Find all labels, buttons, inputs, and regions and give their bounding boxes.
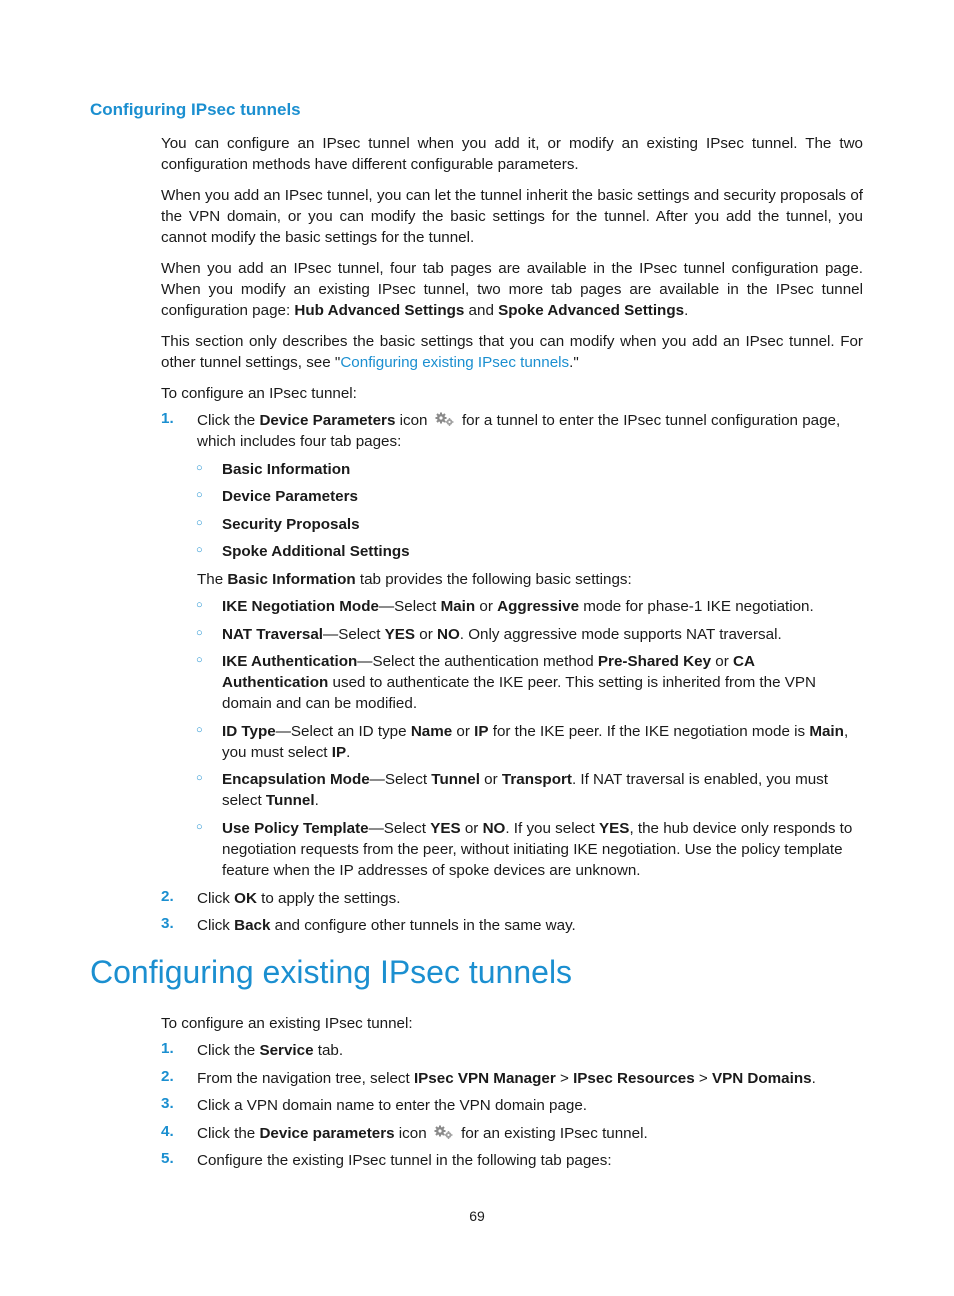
b: YES — [384, 626, 416, 643]
b: NO — [482, 820, 506, 837]
intro-paragraph-5: To configure an IPsec tunnel: — [161, 385, 357, 402]
b: Service — [259, 1042, 314, 1059]
b: Tunnel — [265, 792, 315, 809]
t: , the hub device only responds to negotiation requests from the peer, without initiating IKE negotiation. Use the policy template feature when the IP addresses of spoke devices are unknown. — [222, 820, 853, 879]
b: Back — [234, 917, 271, 934]
step-number: 2. — [161, 888, 174, 905]
step-number: 3. — [161, 915, 174, 932]
t: and configure other tunnels in the same way. — [270, 917, 576, 934]
existing-intro: To configure an existing IPsec tunnel: — [161, 1015, 413, 1032]
tab-security-proposals: Security Proposals — [222, 516, 360, 533]
b: YES — [599, 820, 630, 837]
bullet: ○ — [196, 489, 203, 501]
basic-info-intro — [197, 569, 863, 590]
b: IP — [474, 723, 489, 740]
t: or — [479, 771, 502, 788]
gear-icon — [434, 411, 456, 425]
existing-step-2 — [197, 1068, 863, 1089]
p3-end: . — [684, 302, 689, 319]
b: Transport — [501, 771, 572, 788]
step-3-text — [197, 915, 863, 936]
b: IPsec Resources — [573, 1070, 695, 1087]
b: Aggressive — [497, 598, 580, 615]
b: NO — [437, 626, 460, 643]
tab-spoke-additional-settings: Spoke Additional Settings — [222, 543, 410, 560]
b: Encapsulation Mode — [222, 771, 370, 788]
setting-ike-mode — [222, 596, 863, 617]
basic-b: Basic Information — [227, 571, 356, 588]
p4-text: This section only describes the basic settings that you can modify when you add an IPsec tunnel. For other tunnel settings, see " — [161, 333, 863, 371]
t: —Select — [378, 598, 441, 615]
t: . Only aggressive mode supports NAT traversal. — [459, 626, 782, 643]
t: for the IKE peer. If the IKE negotiation mode is — [488, 723, 810, 740]
step-number: 1. — [161, 1040, 174, 1057]
step-number: 4. — [161, 1123, 174, 1140]
t: tab. — [313, 1042, 344, 1059]
t: . If NAT traversal is enabled, you must select — [222, 771, 828, 809]
t: to apply the settings. — [256, 890, 401, 907]
t: or — [452, 723, 475, 740]
existing-step-5: Configure the existing IPsec tunnel in the following tab pages: — [197, 1152, 612, 1169]
bullet: ○ — [196, 821, 203, 833]
bullet: ○ — [196, 517, 203, 529]
b: CA Authentication — [222, 653, 755, 691]
t: . — [811, 1070, 816, 1087]
p4-end: ." — [569, 354, 579, 371]
bullet: ○ — [196, 627, 203, 639]
setting-nat — [222, 624, 863, 645]
p3-text: When you add an IPsec tunnel, four tab pages are available in the IPsec tunnel configuration page. When you modify an existing IPsec tunnel, two more tab pages are available in the IPsec tunnel configuration page: — [161, 260, 863, 319]
bullet: ○ — [196, 724, 203, 736]
bullet: ○ — [196, 772, 203, 784]
step-number: 2. — [161, 1068, 174, 1085]
tab-device-parameters: Device Parameters — [222, 488, 358, 505]
intro-paragraph-1: You can configure an IPsec tunnel when you add it, or modify an existing IPsec tunnel. The two configuration methods have different configurable parameters. — [161, 135, 863, 173]
t: or — [475, 598, 498, 615]
t: —Select — [368, 820, 431, 837]
b: Main — [809, 723, 844, 740]
step-number: 3. — [161, 1095, 174, 1112]
b: IP — [331, 744, 347, 761]
setting-id-type — [222, 721, 863, 763]
p3-bold-1: Hub Advanced Settings — [294, 302, 465, 319]
t: —Select — [323, 626, 385, 643]
tab-item — [222, 459, 863, 480]
b: Pre-Shared Key — [597, 653, 712, 670]
t: . If you select — [505, 820, 600, 837]
existing-step-4 — [197, 1123, 863, 1144]
tab-item — [222, 486, 863, 507]
t: used to authenticate the IKE peer. This setting is inherited from the VPN domain and can be modified. — [222, 674, 816, 712]
bullet: ○ — [196, 544, 203, 556]
setting-ike-auth — [222, 651, 863, 714]
intro-paragraph-3 — [161, 258, 863, 321]
s1-b: Device Parameters — [259, 412, 396, 429]
b: YES — [430, 820, 461, 837]
tab-basic-information: Basic Information — [222, 461, 351, 478]
step-2-text — [197, 888, 863, 909]
s1-c: icon — [395, 412, 432, 429]
intro-paragraph-2: When you add an IPsec tunnel, you can let the tunnel inherit the basic settings and security proposals of the VPN domain, or you can modify the basic settings for the tunnel. After you add the tunnel, you cannot modify the basic settings for the tunnel. — [161, 187, 863, 246]
page-number: 69 — [469, 1208, 485, 1224]
b: VPN Domains — [711, 1070, 812, 1087]
existing-step-3: Click a VPN domain name to enter the VPN domain page. — [197, 1097, 588, 1114]
t: —Select an ID type — [275, 723, 411, 740]
basic-c: tab provides the following basic settings: — [355, 571, 632, 588]
existing-tunnels-link[interactable]: Configuring existing IPsec tunnels — [340, 354, 570, 371]
t: for an existing IPsec tunnel. — [456, 1125, 648, 1142]
s1-a: Click the — [197, 412, 260, 429]
existing-step-1 — [197, 1040, 863, 1061]
step-number: 5. — [161, 1150, 174, 1167]
t: Click — [197, 890, 235, 907]
t: or — [415, 626, 437, 643]
b: Tunnel — [431, 771, 480, 788]
t: . — [314, 792, 319, 809]
t: icon — [394, 1125, 431, 1142]
p3-bold-2: Spoke Advanced Settings — [498, 302, 685, 319]
tab-item — [222, 541, 863, 562]
b: NAT Traversal — [222, 626, 324, 643]
gear-icon — [433, 1124, 455, 1138]
tab-item — [222, 514, 863, 535]
b: IKE Authentication — [222, 653, 358, 670]
p3-and: and — [464, 302, 499, 319]
t: > — [694, 1070, 712, 1087]
t: Click — [197, 917, 235, 934]
t: Click the — [197, 1125, 260, 1142]
basic-a: The — [197, 571, 228, 588]
section-title: Configuring IPsec tunnels — [90, 100, 301, 119]
t: —Select the authentication method — [357, 653, 598, 670]
t: . — [346, 744, 351, 761]
intro-paragraph-4 — [161, 331, 863, 373]
b: ID Type — [222, 723, 276, 740]
b: Main — [440, 598, 476, 615]
t: Click the — [197, 1042, 260, 1059]
t: , you must select — [222, 723, 849, 761]
b: Name — [410, 723, 453, 740]
t: or — [460, 820, 483, 837]
t: —Select — [369, 771, 432, 788]
s1-d: for a tunnel to enter the IPsec tunnel configuration page, which includes four tab pages: — [197, 412, 841, 450]
b: IPsec VPN Manager — [413, 1070, 556, 1087]
bullet: ○ — [196, 654, 203, 666]
bullet: ○ — [196, 462, 203, 474]
t: mode for phase-1 IKE negotiation. — [579, 598, 814, 615]
t: or — [711, 653, 733, 670]
step-number: 1. — [161, 410, 174, 427]
b: IKE Negotiation Mode — [222, 598, 379, 615]
t: From the navigation tree, select — [197, 1070, 414, 1087]
setting-policy-template — [222, 818, 863, 881]
b: Use Policy Template — [222, 820, 369, 837]
step-1-text — [197, 410, 863, 452]
setting-encap — [222, 769, 863, 811]
t: > — [555, 1070, 574, 1087]
bullet: ○ — [196, 599, 203, 611]
b: OK — [234, 890, 257, 907]
b: Device parameters — [259, 1125, 395, 1142]
main-heading: Configuring existing IPsec tunnels — [90, 954, 573, 990]
